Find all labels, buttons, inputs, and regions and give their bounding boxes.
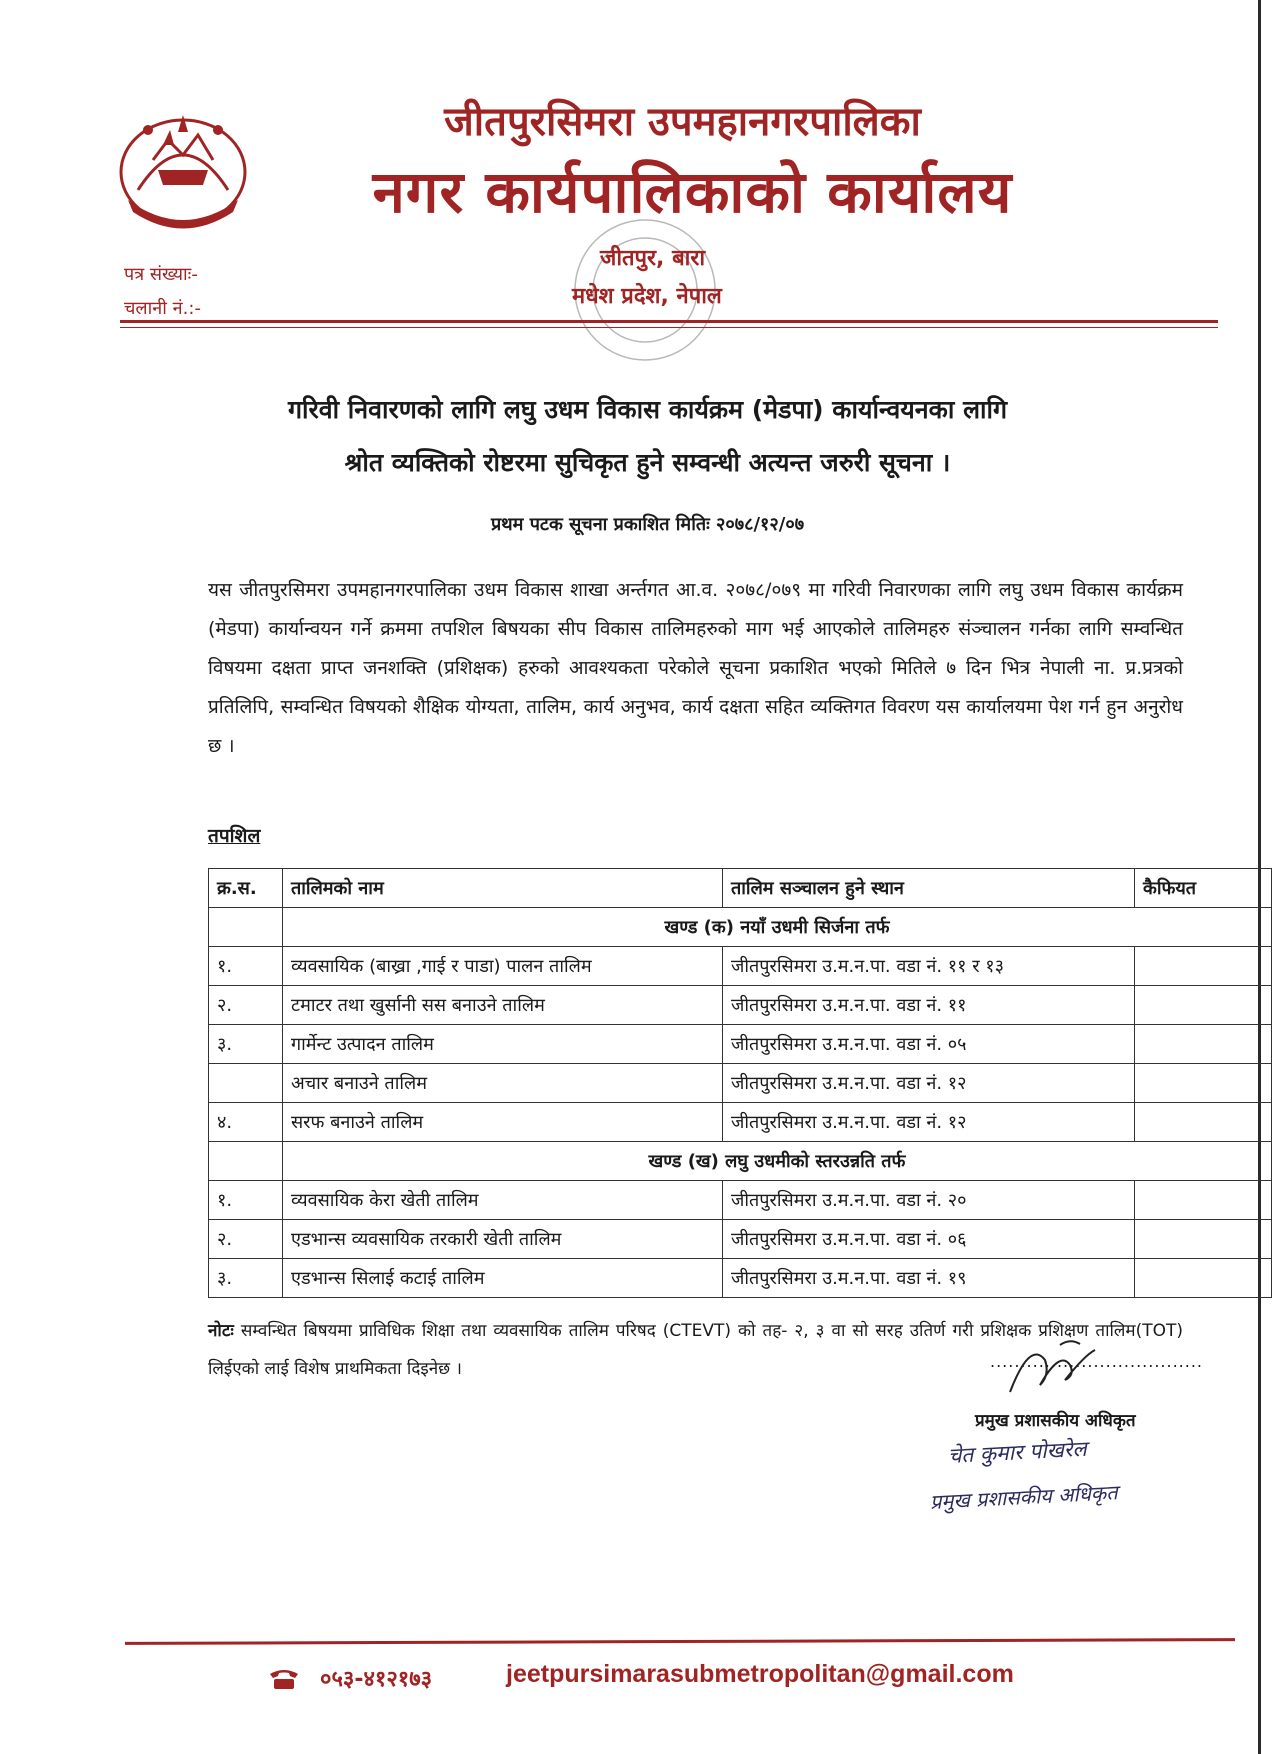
cell-sn: ३.	[209, 1259, 283, 1298]
cell-location: जीतपुरसिमरा उ.म.न.पा. वडा नं. १९	[723, 1259, 1135, 1298]
publication-date: प्रथम पटक सूचना प्रकाशित मितिः २०७८/१२/०७	[490, 514, 805, 535]
cell-training-name: गार्मेन्ट उत्पादन तालिम	[283, 1025, 723, 1064]
header-rule	[120, 320, 1218, 323]
cell-remarks	[1135, 986, 1272, 1025]
office-province: मधेश प्रदेश, नेपाल	[572, 284, 722, 309]
header-rule-thin	[120, 327, 1218, 328]
cell-sn: १.	[209, 1181, 283, 1220]
cell-remarks	[1135, 1220, 1272, 1259]
cell-training-name: व्यवसायिक (बाख्रा ,गाई र पाडा) पालन तालिम	[283, 947, 723, 986]
cell-location: जीतपुरसिमरा उ.म.न.पा. वडा नं. ०५	[723, 1025, 1135, 1064]
header-remarks: कैफियत	[1135, 869, 1272, 908]
officer-name-stamp: चेत कुमार पोखरेल	[947, 1436, 1088, 1468]
note-label: नोटः	[208, 1321, 234, 1341]
cell-remarks	[1135, 1181, 1272, 1220]
note-text: सम्वन्धित बिषयमा प्राविधिक शिक्षा तथा व्यवसायिक तालिम परिषद (CTEVT) को तह- २, ३ वा सो सरह उतिर्ण गरी प्रशिक्षक प्रशिक्षण तालिम(TOT) लिईएको लाई विशेष प्राथमिकता दिइनेछ ।	[208, 1321, 1184, 1379]
header-location: तालिम सञ्चालन हुने स्थान	[723, 869, 1135, 908]
cell-training-name: अचार बनाउने तालिम	[283, 1064, 723, 1103]
cell-sn: २.	[209, 1220, 283, 1259]
dispatch-number-label: चलानी नं.:-	[124, 298, 201, 319]
cell-remarks	[1135, 1025, 1272, 1064]
cell-location: जीतपुरसिमरा उ.म.न.पा. वडा नं. १२	[723, 1064, 1135, 1103]
section-a-heading: खण्ड (क) नयाँ उधमी सिर्जना तर्फ	[283, 908, 1272, 947]
section-row	[209, 908, 1272, 947]
cell-location: जीतपुरसिमरा उ.म.न.पा. वडा नं. ०६	[723, 1220, 1135, 1259]
cell-sn: ३.	[209, 1025, 283, 1064]
table-row	[209, 1103, 1272, 1142]
cell-remarks	[1135, 947, 1272, 986]
table-row	[209, 1220, 1272, 1259]
cell-training-name: टमाटर तथा खुर्सानी सस बनाउने तालिम	[283, 986, 723, 1025]
cell-location: जीतपुरसिमरा उ.म.न.पा. वडा नं. २०	[723, 1181, 1135, 1220]
cell-remarks	[1135, 1259, 1272, 1298]
cell-sn: ४.	[209, 1103, 283, 1142]
cell-sn: १.	[209, 947, 283, 986]
table-row	[209, 947, 1272, 986]
section-row	[209, 1142, 1272, 1181]
table-row	[209, 1064, 1272, 1103]
cell-sn: २.	[209, 986, 283, 1025]
footer-rule	[125, 1638, 1235, 1645]
notice-title-line2: श्रोत व्यक्तिको रोष्टरमा सुचिकृत हुने सम्वन्धी अत्यन्त जरुरी सूचना ।	[344, 448, 951, 477]
details-heading: तपशिल	[208, 825, 261, 847]
cell-training-name: एडभान्स सिलाई कटाई तालिम	[283, 1259, 723, 1298]
letter-number-label: पत्र संख्याः-	[124, 264, 198, 285]
footer-phone: ०५३-४१२१७३	[320, 1667, 433, 1692]
cell-location: जीतपुरसिमरा उ.म.न.पा. वडा नं. १२	[723, 1103, 1135, 1142]
telephone-icon	[268, 1668, 300, 1690]
officer-title-stamp: प्रमुख प्रशासकीय अधिकृत	[929, 1480, 1119, 1514]
cell-location: जीतपुरसिमरा उ.म.न.पा. वडा नं. ११ र १३	[723, 947, 1135, 986]
office-name: नगर कार्यपालिकाको कार्यालय	[372, 158, 1013, 226]
cell-remarks	[1135, 1103, 1272, 1142]
cell-sn	[209, 1064, 283, 1103]
cell-training-name: एडभान्स व्यवसायिक तरकारी खेती तालिम	[283, 1220, 723, 1259]
municipality-name: जीतपुरसिमरा उपमहानगरपालिका	[444, 99, 921, 145]
table-row	[209, 1181, 1272, 1220]
officer-title: प्रमुख प्रशासकीय अधिकृत	[975, 1411, 1136, 1431]
cell-training-name: सरफ बनाउने तालिम	[283, 1103, 723, 1142]
cell-remarks	[1135, 1064, 1272, 1103]
header-training-name: तालिमको नाम	[283, 869, 723, 908]
section-b-heading: खण्ड (ख) लघु उधमीको स्तरउन्नति तर्फ	[283, 1142, 1272, 1181]
signature-line: ...................................	[990, 1352, 1204, 1371]
table-row	[209, 986, 1272, 1025]
notice-title-line1: गरिवी निवारणको लागि लघु उधम विकास कार्यक्रम (मेडपा) कार्यान्वयनका लागि	[287, 395, 1008, 424]
office-location: जीतपुर, बारा	[600, 246, 706, 271]
table-header-row	[209, 869, 1272, 908]
notice-body: यस जीतपुरसिमरा उपमहानगरपालिका उधम विकास शाखा अर्न्तगत आ.व. २०७८/०७९ मा गरिवी निवारणका लागि लघु उधम विकास कार्यक्रम (मेडपा) कार्यान्वयन गर्ने क्रममा तपशिल बिषयका सीप विकास तालिमहरुको माग भई आएकोले तालिमहरु संञ्चालन गर्नका लागि सम्वन्धित विषयमा दक्षता प्राप्त जनशक्ति (प्रशिक्षक) हरुको आवश्यकता परेकोले सूचना प्रकाशित भएको मितिले ७ दिन भित्र नेपाली ना. प्र.प्रत्रको प्रतिलिपि, सम्वन्धित विषयको शैक्षिक योग्यता, तालिम, कार्य अनुभव, कार्य दक्षता सहित व्यक्तिगत विवरण यस कार्यालयमा पेश गर्न हुन अनुरोध छ ।	[208, 579, 1183, 757]
cell-location: जीतपुरसिमरा उ.म.न.पा. वडा नं. ११	[723, 986, 1135, 1025]
table-row	[209, 1259, 1272, 1298]
header-sn: क्र.स.	[209, 869, 283, 908]
cell-training-name: व्यवसायिक केरा खेती तालिम	[283, 1181, 723, 1220]
footer-email: jeetpursimarasubmetropolitan@gmail.com	[506, 1660, 1014, 1688]
signature-icon	[1000, 1330, 1110, 1400]
training-table	[208, 868, 1272, 1298]
table-row	[209, 1025, 1272, 1064]
